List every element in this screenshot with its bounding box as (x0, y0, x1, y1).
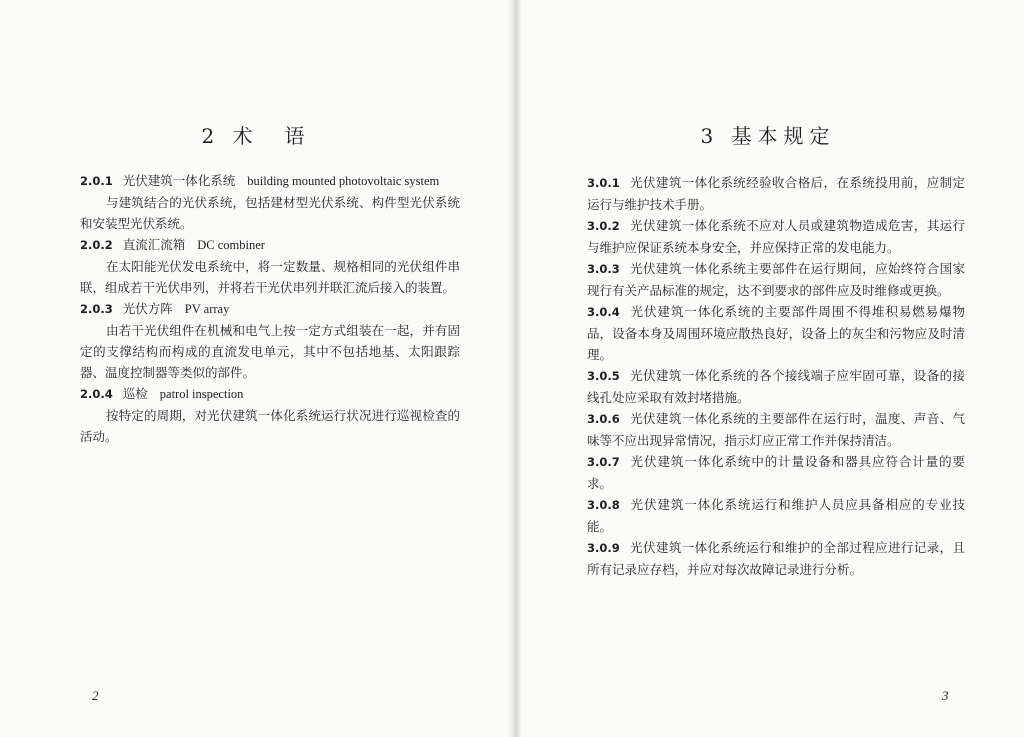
rule-item (587, 537, 965, 580)
term-definition: 在太阳能光伏发电系统中，将一定数量、规格相同的光伏组件串联，组成若干光伏串列，并将若干光伏串列并联汇流后接入的装置。 (80, 259, 460, 295)
clause-number: 3.0.4 (587, 305, 620, 319)
clause-number: 3.0.7 (587, 455, 620, 469)
term-chinese: 直流汇流箱 (122, 237, 186, 252)
clause-number: 3.0.9 (587, 541, 620, 555)
term-english: patrol inspection (159, 387, 244, 401)
rule-item (587, 301, 965, 365)
rule-text: 光伏建筑一体化系统的主要部件在运行时，温度、声音、气味等不应出现异常情况，指示灯应正常工作并保持清洁。 (587, 411, 965, 448)
rule-item (587, 215, 965, 258)
chapter-title-basic-rules: 3 基本规定 (700, 124, 836, 148)
term-chinese: 光伏建筑一体化系统 (122, 173, 236, 188)
chapter-title-terms: 2 术 语 (201, 124, 311, 148)
clause-number: 2.0.3 (80, 302, 113, 316)
clause-number: 2.0.2 (80, 238, 113, 252)
term-definition: 由若干光伏组件在机械和电气上按一定方式组装在一起，并有固定的支撑结构而构成的直流发电单元，其中不包括地基、太阳跟踪器、温度控制器等类似的部件。 (80, 323, 460, 380)
term-english: DC combiner (197, 238, 265, 252)
right-page (512, 0, 1024, 737)
rule-item (587, 451, 965, 494)
clause-number: 3.0.2 (587, 219, 620, 233)
term-entry (80, 383, 460, 447)
term-chinese: 光伏方阵 (122, 301, 173, 316)
clause-number: 3.0.8 (587, 498, 620, 512)
rule-item (587, 408, 965, 451)
rule-text: 光伏建筑一体化系统运行和维护人员应具备相应的专业技能。 (587, 497, 965, 534)
term-english: building mounted photovoltaic system (247, 174, 440, 188)
rule-text: 光伏建筑一体化系统不应对人员或建筑物造成危害，其运行与维护应保证系统本身安全，并应保持正常的发电能力。 (587, 218, 965, 255)
rule-text: 光伏建筑一体化系统中的计量设备和器具应符合计量的要求。 (587, 454, 965, 491)
rule-text: 光伏建筑一体化系统运行和维护的全部过程应进行记录，且所有记录应存档，并应对每次故障记录进行分析。 (587, 540, 965, 577)
rule-text: 光伏建筑一体化系统的各个接线端子应牢固可靠，设备的接线孔处应采取有效封堵措施。 (587, 368, 965, 405)
rule-item (587, 258, 965, 301)
clause-number: 2.0.1 (80, 174, 113, 188)
term-definition: 与建筑结合的光伏系统，包括建材型光伏系统、构件型光伏系统和安装型光伏系统。 (80, 195, 460, 231)
clause-number: 3.0.3 (587, 262, 620, 276)
rules-list (587, 172, 965, 580)
terms-list (80, 170, 460, 447)
rule-item (587, 365, 965, 408)
rule-text: 光伏建筑一体化系统主要部件在运行期间，应始终符合国家现行有关产品标准的规定，达不到要求的部件应及时维修或更换。 (587, 261, 965, 298)
term-entry (80, 298, 460, 383)
rule-item (587, 494, 965, 537)
term-english: PV array (184, 302, 230, 316)
clause-number: 2.0.4 (80, 387, 113, 401)
rule-text: 光伏建筑一体化系统经验收合格后，在系统投用前，应制定运行与维护技术手册。 (587, 175, 965, 212)
page-number: 2 (92, 688, 99, 703)
term-entry (80, 170, 460, 234)
book-gutter (508, 0, 522, 737)
term-chinese: 巡检 (122, 386, 148, 401)
term-entry (80, 234, 460, 298)
clause-number: 3.0.1 (587, 176, 620, 190)
clause-number: 3.0.5 (587, 369, 620, 383)
page-number: 3 (942, 688, 949, 703)
clause-number: 3.0.6 (587, 412, 620, 426)
term-definition: 按特定的周期，对光伏建筑一体化系统运行状况进行巡视检查的活动。 (80, 408, 460, 444)
rule-item (587, 172, 965, 215)
rule-text: 光伏建筑一体化系统的主要部件周围不得堆积易燃易爆物品，设备本身及周围环境应散热良好，设备上的灰尘和污物应及时清理。 (587, 304, 965, 362)
